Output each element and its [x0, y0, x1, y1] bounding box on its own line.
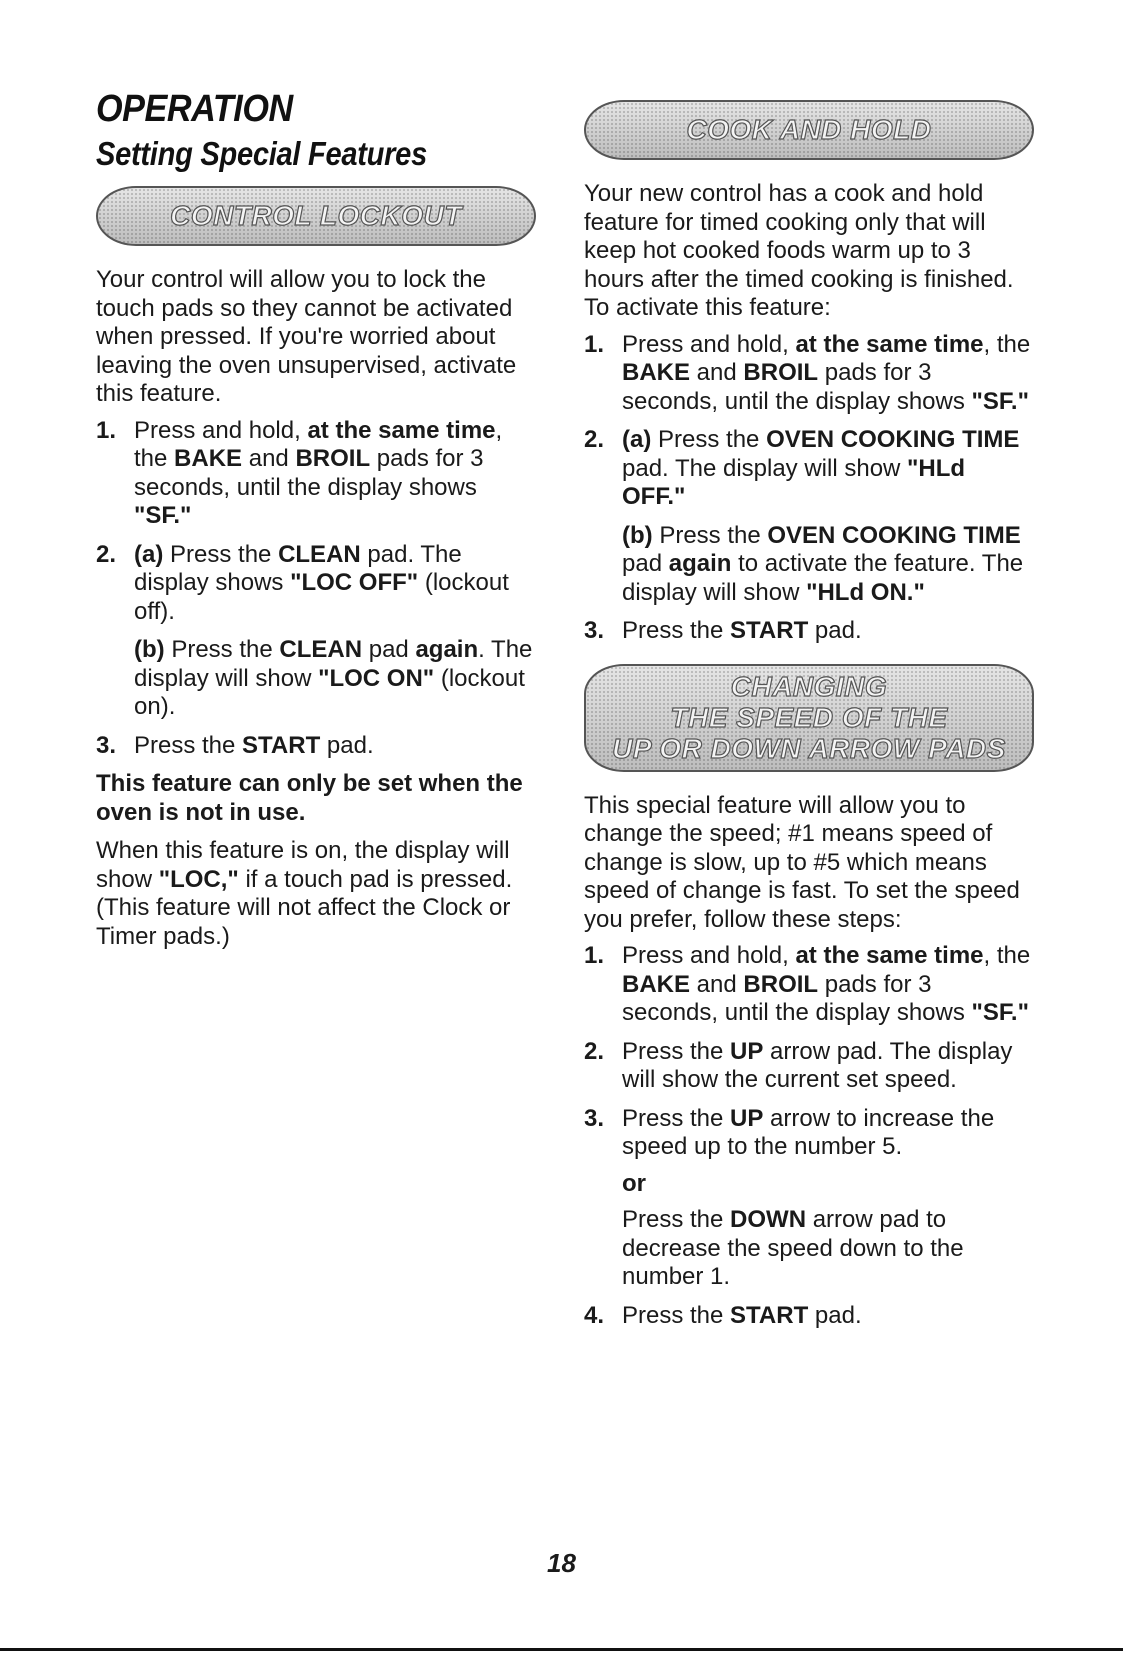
- cookhold-intro: Your new control has a cook and hold feature for timed cooking only that will keep hot cooked foods warm up to 3 hours after the timed cooking is finished. To activate this feature:: [584, 180, 1014, 321]
- lockout-steps: [96, 417, 536, 761]
- speed-steps: [584, 942, 1034, 1330]
- control-lockout-heading: CONTROL LOCKOUT: [170, 200, 462, 231]
- page-subtitle: Setting Special Features: [96, 135, 427, 172]
- list-item: 1. Press and hold, at the same time, the BAKE and BROIL pads for 3 seconds, until the display shows "SF.": [584, 942, 1031, 1026]
- sub-step-b: (b) Press the OVEN COOKING TIME pad again to activate the feature. The display will show "HLd ON.": [622, 521, 1024, 606]
- step-number: 3.: [584, 617, 605, 644]
- step-number: 2.: [584, 1037, 605, 1065]
- list-item: 1. Press and hold, at the same time, the BAKE and BROIL pads for 3 seconds, until the display shows "SF.": [584, 330, 1031, 415]
- list-item: [96, 541, 536, 722]
- lockout-note: This feature can only be set when the oven is not in use.: [96, 770, 523, 826]
- cook-and-hold-banner: [584, 100, 1034, 160]
- step-number: 1.: [584, 942, 605, 969]
- step-number: 2.: [584, 426, 605, 453]
- speed-intro: This special feature will allow you to change the speed; #1 means speed of change is slow, up to #5 which means speed of change is fast. To set the speed you prefer, follow these steps:: [584, 791, 1020, 933]
- sub-step-b: (b) Press the CLEAN pad again. The display will show "LOC ON" (lockout on).: [134, 636, 533, 720]
- arrow-speed-heading: CHANGING THE SPEED OF THE UP OR DOWN ARROW PADS: [612, 671, 1006, 764]
- control-lockout-banner: [96, 186, 536, 246]
- lockout-intro: Your control will allow you to lock the touch pads so they cannot be activated when pressed. If you're worried about leaving the oven unsupervised, activate this feature.: [96, 266, 517, 407]
- step-number: 3.: [96, 731, 117, 759]
- right-column: [584, 100, 1034, 1340]
- step-number: 3.: [584, 1104, 605, 1132]
- left-column: [96, 186, 536, 951]
- step-number: 1.: [584, 330, 605, 358]
- sub-step-a: (a) Press the OVEN COOKING TIME pad. The display will show "HLd OFF.": [622, 426, 1020, 510]
- page-title: OPERATION: [96, 88, 293, 130]
- sub-step-a: (a) Press the CLEAN pad. The display shows "LOC OFF" (lockout off).: [134, 540, 509, 625]
- step-number: 4.: [584, 1301, 605, 1329]
- footer-rule: [0, 1648, 1123, 1651]
- or-separator: or: [622, 1169, 646, 1197]
- list-item: 1. Press and hold, at the same time, the BAKE and BROIL pads for 3 seconds, until the display shows "SF.": [96, 416, 503, 529]
- cookhold-steps: [584, 331, 1034, 646]
- list-item: 3. Press the UP arrow to increase the speed up to the number 5. or Press the DOWN arrow pad to decrease the speed down to the number 1.: [584, 1105, 1034, 1292]
- arrow-speed-banner: [584, 664, 1034, 772]
- list-item: 4. Press the START pad.: [584, 1301, 862, 1329]
- list-item: 3. Press the START pad.: [584, 617, 862, 644]
- list-item: [584, 426, 1034, 607]
- list-item: 2. Press the UP arrow pad. The display will show the current set speed.: [584, 1037, 1013, 1093]
- cook-and-hold-heading: COOK AND HOLD: [686, 114, 932, 145]
- step-number: 2.: [96, 540, 117, 568]
- lockout-info: When this feature is on, the display will show "LOC," if a touch pad is pressed. (This feature will not affect the Clock or Timer pads.): [96, 837, 513, 950]
- page-number: 18: [547, 1548, 576, 1578]
- list-item: 3. Press the START pad.: [96, 731, 374, 759]
- step-number: 1.: [96, 416, 117, 444]
- step-alternative: Press the DOWN arrow pad to decrease the speed down to the number 1.: [622, 1206, 964, 1290]
